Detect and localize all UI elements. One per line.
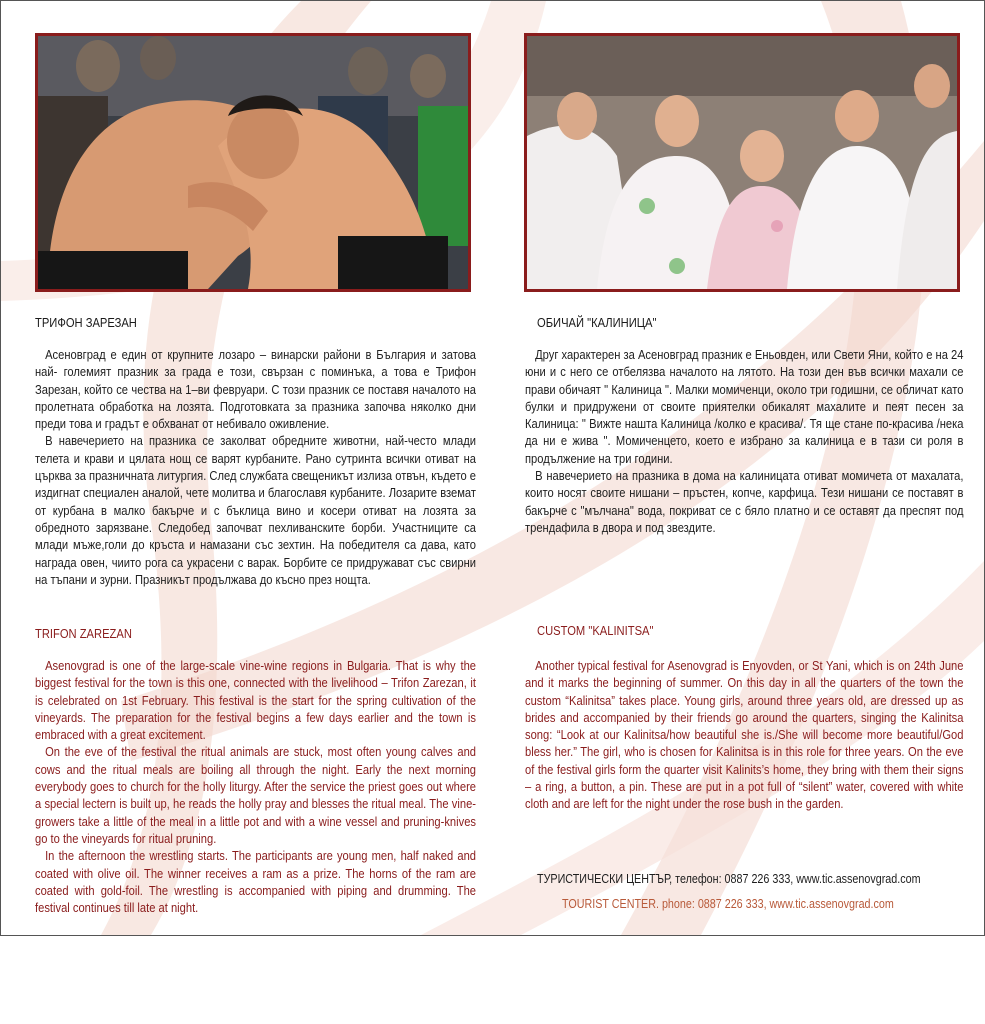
paragraph: Asenovgrad is one of the large-scale vine-wine regions in Bulgaria. That is why the biggest festival for the town is this one, connected with the livelihood – Trifon Zarezan, it is celebrated on 1st February. This festival is the start for the spring cultivation of the vineyards. The preparation for the festival begins a few days earlier and the town is embraced with a great excitement.: [35, 658, 476, 743]
heading-kalinitsa-bg: ОБИЧАЙ "КАЛИНИЦА": [537, 315, 657, 330]
paragraph: On the eve of the festival the ritual animals are stuck, most often young calves and cows and the ritual meals are boiling all through the night. Early the next morning everybody goes to church for the holly liturgy. After the service the priest goes out where a special lectern is built up, he reads the holly pray and blesses the ritual meal. The vine-growers take a little of the meal in a little pot and with a wine vessel and pruning-knives go to the vineyards for ritual pruning.: [35, 744, 476, 846]
paragraph: В навечерието на празника в дома на калиницата отиват момичета от махалата, които носят своите нишани – пръстен, копче, карфица. Тези нишани се поставят в бакърче с "мълчана" вода, покриват се с бяло платно и се оставят да преспят под трендафила в двора и под звездите.: [525, 468, 964, 535]
paragraph: Друг характерен за Асеновград празник е Еньовден, или Свети Яни, който е на 24 юни и с него се отбелязва началото на лятото. На този ден във всички махали се прави обичаят " Калиница ". Малки момиченци, около три годишни, се обличат като булки и придружени от своите приятелки обикалят махалите и пеят песен за Калиница: " Вижте нашта Калиница /колко е красива/. Тя ще стане по-красива /нека да ни е жива ". Момиченцето, което е избрано за калиница е в тази си роля в продължение на три години.: [525, 347, 964, 466]
paragraph: Асеновград е един от крупните лозаро – винарски райони в България и затова най- големият празник за града е този, свързан с поминъка, а това е Трифон Зарезан, който се чества на 1–ви февруари. С този празник се поставя началото на пролетната обработка на лозята. Подготовката за празника започва няколко дни преди това и градът е обхванат от небивало оживление.: [35, 347, 476, 432]
text-kalinitsa-en: [525, 657, 963, 813]
wrestling-photo: [35, 33, 471, 292]
kalinitsa-photo: [524, 33, 960, 292]
text-trifon-en: [35, 657, 476, 916]
heading-trifon-bg: ТРИФОН ЗАРЕЗАН: [35, 315, 137, 330]
paragraph: In the afternoon the wrestling starts. The participants are young men, half naked and coated with olive oil. The winner receives a ram as a prize. The horns of the ram are coated with gold-foil. The wrestling is accompanied with piping and drumming. The festival continues till late at night.: [35, 848, 476, 916]
text-kalinitsa-bg: [525, 346, 963, 536]
footer-contact-bg: ТУРИСТИЧЕСКИ ЦЕНТЪР, телефон: 0887 226 333, www.tic.assenovgrad.com: [537, 872, 921, 886]
text-trifon-bg: [35, 346, 476, 588]
paragraph: Another typical festival for Asenovgrad is Enyovden, or St Yani, which is on 24th June and it marks the beginning of summer. On this day in all the quarters of the town the custom “Kalinitsa” takes place. Young girls, around three years old, are dressed up as brides and accompanied by their friends go around the quarters, singing the Kalinitsa song: “Look at our Kalinitsa/how beautiful she is./She will become more beautiful/God bless her.” The girl, who is chosen for Kalinitsa is in this role for three years. On the eve of the festival girls form the quarter visit Kalinits’s home, they bring with them their signs – a ring, a button, a pin. These are put in a pot full of “silent” water, covered with white cloth and are left for the night under the rose bush in the garden.: [525, 658, 964, 812]
heading-kalinitsa-en: CUSTOM "KALINITSA": [537, 623, 654, 638]
footer-contact-en: TOURIST CENTER. phone: 0887 226 333, www.tic.assenovgrad.com: [562, 897, 894, 911]
paragraph: В навечерието на празника се заколват обредните животни, най-често млади телета и крави и цялата нощ се варят курбаните. Рано сутринта всички отиват на църква за празничната литургия. След службата свещеникът излиза отвън, където е издигнат специален аналой, чете молитва и благославя курбаните. Лозарите вземат от курбана в малко бакърче и с бъклица вино и косери отиват на лозята за обредното зарязване. Следобед започват пехливанските борби. Участниците са млади мъже,голи до кръста и намазани със зехтин. На победителя са дава, като награда овен, чиито рога са украсени с варак. Борбите се придружават със свирни на тъпани и зурни. Празникът продължава до късно през нощта.: [35, 433, 476, 587]
heading-trifon-en: TRIFON ZAREZAN: [35, 626, 132, 641]
